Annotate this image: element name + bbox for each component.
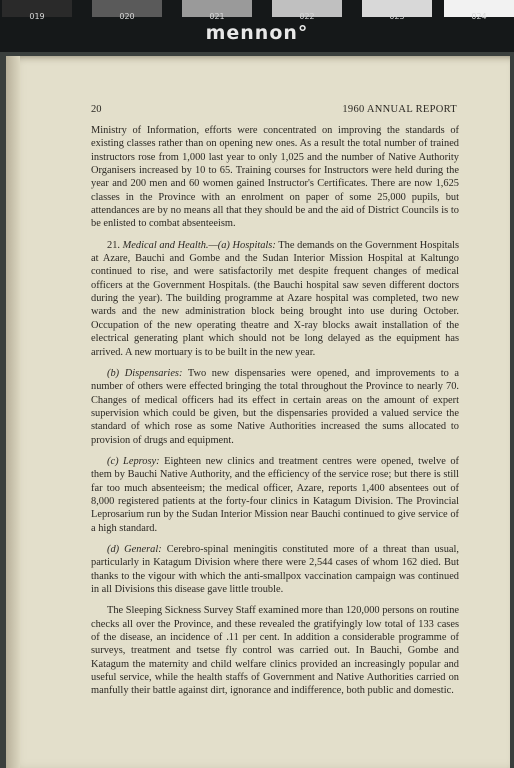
body-text: [91, 124, 459, 698]
paragraph-text: The demands on the Government Hospitals at Azare, Bauchi and Gombe and the Sudan Interior Mission Hospital at Kaltungo continued to rise, and were satisfactorily met despite frequent changes of medical officers at the Government Hospitals. (the Bauchi hospital saw seven different doctors during the year). The building programme at Azare hospital was completed, two new wards and the new administration block being brought into use during October. Occupation of the new operating theatre and X-ray blocks await installation of the electrical generating plant which should not be long delayed as the equipment has arrived. A new mortuary is to be built in the new year.: [91, 239, 460, 358]
swatch-label: 021: [209, 12, 225, 21]
paragraph-text: Ministry of Information, efforts were concentrated on improving the standards of existing classes rather than on opening new ones. As a result the total number of trained instructors rose from 1,000 last year to only 1,025 and the number of Native Authority Organisers increased by 10 to 65. Training courses for Instructors were held during the year and 200 men and 60 women gained Instructor's Certificates. There are now 1,625 classes in the Province with an enrolment on paper of some 25,000 pupils, but attendances are by no means all that they should be and the aid of District Councils is to be enlisted to combat absenteeism.: [91, 125, 459, 230]
section-number: 21.: [107, 239, 123, 251]
paragraph-text: Two new dispensaries were opened, and improvements to a number of others were effected bringing the total throughout the Province to nearly 70. Changes of medical officers had its effect in certain areas on the amount of expert supervision which could be given, but the dispensaries provided a valued service the standard of which rose as some Native Authorities increased the sums allocated to provision of drugs and equipment.: [91, 367, 459, 446]
paragraph-text: Eighteen new clinics and treatment centres were opened, twelve of them by Bauchi Native Authority, and the efficiency of the service rose; but there is still far too much absenteeism; the medical officer, Azare, reports 1,400 absentees out of 8,000 registered patients at the forty-four clinics in Katagum Division. The Provincial Leprosarium run by the Sudan Interior Mission near Bauchi continued to give service of a high standard.: [91, 455, 459, 534]
paragraph: [91, 239, 459, 359]
paragraph: [91, 543, 459, 596]
paragraph: [91, 367, 459, 447]
paragraph-text: Cerebro-spinal meningitis constituted more of a threat than usual, particularly in Katagum Division where there were 2,544 cases of whom 162 died. But thanks to the vigour with which the anti-smallpox vaccination campaign was continued in all Divisions this disease gave little trouble.: [91, 543, 459, 595]
paragraph: [91, 455, 459, 535]
page-gutter: [6, 56, 20, 768]
running-header: 1960 ANNUAL REPORT: [342, 104, 457, 115]
paragraph: [91, 604, 459, 697]
swatch-label: 020: [119, 12, 135, 21]
section-heading: (d) General:: [107, 543, 162, 555]
page-number: 20: [91, 104, 102, 115]
section-heading: (c) Leprosy:: [107, 455, 160, 467]
swatch-label: 022: [299, 12, 315, 21]
paragraph: [91, 124, 459, 231]
section-heading: Medical and Health.—(a) Hospitals:: [122, 239, 276, 251]
section-heading: (b) Dispensaries:: [107, 367, 183, 379]
scanner-brand-logo: mennon°: [205, 22, 309, 44]
swatch-label: 019: [29, 12, 45, 21]
swatch-label: 024: [471, 12, 487, 21]
swatch-label: 023: [389, 12, 405, 21]
paragraph-text: The Sleeping Sickness Survey Staff examined more than 120,000 persons on routine checks all over the Province, and these revealed the gratifyingly low total of 133 cases of the disease, an incidence of .11 per cent. In addition a considerable programme of surveys, treatment and tsetse fly control was carried out. In Bauchi, Gombe and Katagum the maternity and child welfare clinics provided an increasingly popular and useful service, while the health staffs of Government and Native Authorities carried on manfully their battle against dirt, ignorance and indifference, both public and domestic.: [91, 605, 459, 697]
